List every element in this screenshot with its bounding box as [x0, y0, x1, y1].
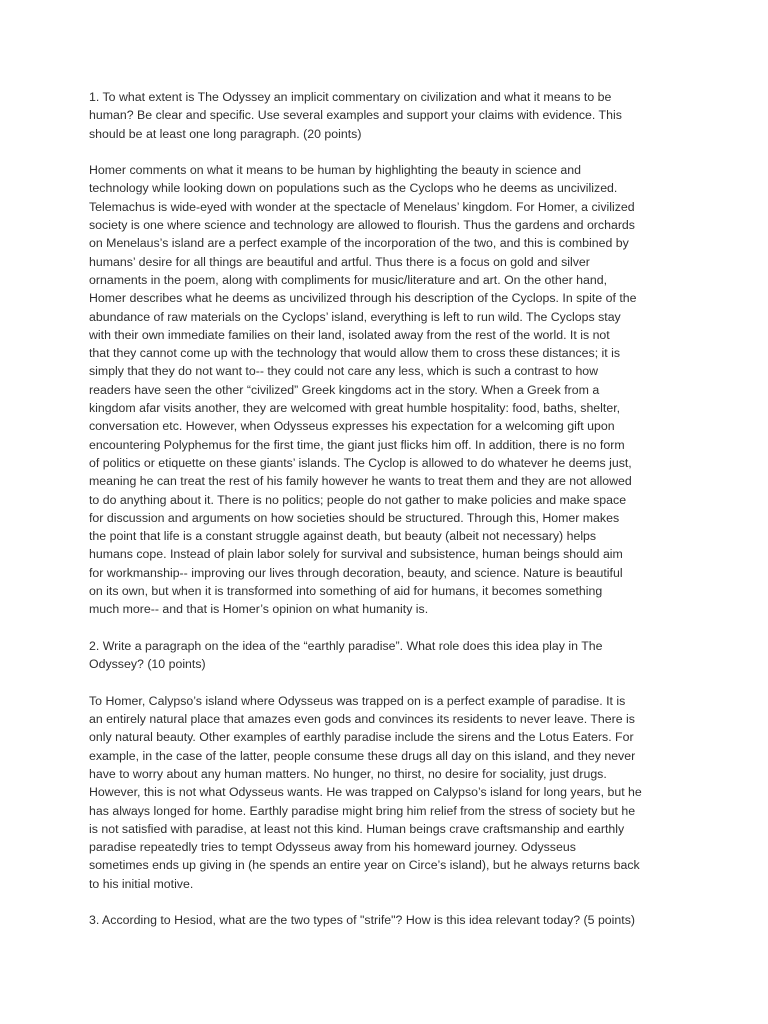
text-line: encountering Polyphemus for the first time, the giant just flicks him off. In addition, there is no form: [89, 437, 625, 452]
text-line: much more-- and that is Homer’s opinion on what humanity is.: [89, 602, 429, 617]
text-line: Telemachus is wide-eyed with wonder at the spectacle of Menelaus’ kingdom. For Homer, a civilized: [89, 199, 635, 214]
text-line: humans’ desire for all things are beautiful and artful. Thus there is a focus on gold and silver: [89, 254, 590, 269]
paragraph-gap: [89, 893, 689, 911]
text-line: Odyssey? (10 points): [89, 657, 206, 672]
text-line: the point that life is a constant struggle against death, but beauty (albeit not necessary) helps: [89, 529, 597, 544]
text-line: To Homer, Calypso’s island where Odysseus was trapped on is a perfect example of paradise. It is: [89, 693, 626, 708]
paragraph-gap: [89, 619, 689, 637]
text-line: However, this is not what Odysseus wants. He was trapped on Calypso’s island for long years, but he: [89, 785, 642, 800]
text-line: for discussion and arguments on how societies should be structured. Through this, Homer makes: [89, 510, 620, 525]
text-line: meaning he can treat the rest of his family however he wants to treat them and they are not allowed: [89, 474, 632, 489]
text-line: readers have seen the other “civilized” Greek kingdoms act in the story. When a Greek from a: [89, 382, 600, 397]
answer-2: [89, 692, 689, 893]
text-line: has always longed for home. Earthly paradise might bring him relief from the stress of society but he: [89, 803, 636, 818]
text-line: technology while looking down on populations such as the Cyclops who he deems as uncivilized.: [89, 181, 618, 196]
document-page: [89, 88, 689, 930]
text-line: kingdom afar visits another, they are welcomed with great humble hospitality: food, baths, shelter,: [89, 401, 621, 416]
text-line: Homer comments on what it means to be human by highlighting the beauty in science and: [89, 163, 581, 178]
text-line: have to worry about any human matters. No hunger, no thirst, no desire for sociality, just drugs.: [89, 766, 607, 781]
text-line: on its own, but when it is transformed into something of aid for humans, it becomes something: [89, 584, 603, 599]
text-line: to do anything about it. There is no politics; people do not gather to make policies and make space: [89, 492, 627, 507]
answer-1: [89, 161, 689, 618]
text-line: with their own immediate families on their land, isolated away from the rest of the world. It is not: [89, 327, 610, 342]
question-2: [89, 637, 689, 674]
text-line: is not satisfied with paradise, at least not this kind. Human beings crave craftsmanship and earthly: [89, 821, 625, 836]
text-line: to his initial motive.: [89, 876, 194, 891]
text-line: only natural beauty. Other examples of earthly paradise include the sirens and the Lotus Eaters. For: [89, 730, 634, 745]
text-line: 1. To what extent is The Odyssey an implicit commentary on civilization and what it means to be: [89, 90, 612, 104]
text-line: paradise repeatedly tries to tempt Odysseus away from his homeward journey. Odysseus: [89, 840, 576, 855]
text-line: example, in the case of the latter, people consume these drugs all day on this island, and they never: [89, 748, 636, 763]
text-line: 3. According to Hesiod, what are the two types of "strife"? How is this idea relevant today? (5 points): [89, 913, 635, 928]
text-line: 2. Write a paragraph on the idea of the “earthly paradise”. What role does this idea play in The: [89, 638, 603, 653]
text-line: abundance of raw materials on the Cyclops’ island, everything is left to run wild. The Cyclops stay: [89, 309, 621, 324]
text-line: society is one where science and technology are allowed to flourish. Thus the gardens and orchards: [89, 218, 635, 233]
text-line: on Menelaus’s island are a perfect example of the incorporation of the two, and this is combined by: [89, 236, 629, 251]
text-line: simply that they do not want to-- they could not care any less, which is such a contrast to how: [89, 364, 599, 379]
text-line: human? Be clear and specific. Use several examples and support your claims with evidence. This: [89, 108, 622, 123]
question-3: [89, 911, 689, 929]
text-line: that they cannot come up with the technology that would allow them to cross these distances; it is: [89, 346, 621, 361]
text-line: Homer describes what he deems as uncivilized through his description of the Cyclops. In spite of the: [89, 291, 637, 306]
text-line: should be at least one long paragraph. (20 points): [89, 126, 362, 141]
text-line: humans cope. Instead of plain labor solely for survival and subsistence, human beings should aim: [89, 547, 623, 562]
paragraph-gap: [89, 674, 689, 692]
text-line: sometimes ends up giving in (he spends an entire year on Circe’s island), but he always returns back: [89, 858, 640, 873]
text-line: for workmanship-- improving our lives through decoration, beauty, and science. Nature is beautiful: [89, 565, 623, 580]
question-1: [89, 88, 689, 143]
text-line: ornaments in the poem, along with compliments for music/literature and art. On the other hand,: [89, 272, 608, 287]
text-line: conversation etc. However, when Odysseus expresses his expectation for a welcoming gift upon: [89, 419, 615, 434]
text-line: of politics or etiquette on these giants’ islands. The Cyclop is allowed to do whatever he deems just,: [89, 455, 632, 470]
paragraph-gap: [89, 143, 689, 161]
text-line: an entirely natural place that amazes even gods and convinces its residents to never leave. There is: [89, 712, 635, 727]
